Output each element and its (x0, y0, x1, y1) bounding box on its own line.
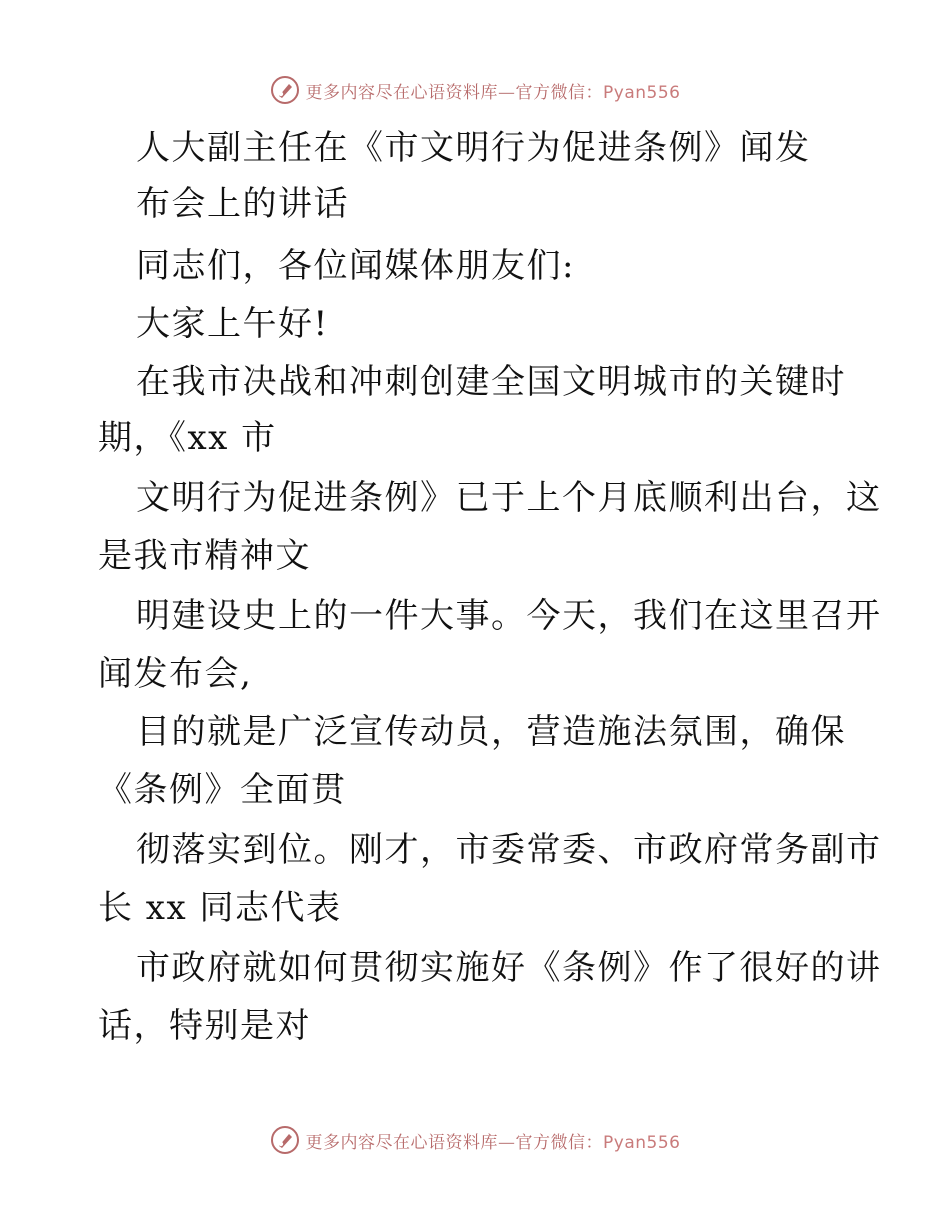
pen-nib-icon (270, 75, 300, 105)
paragraph-line: 大家上午好! (136, 304, 329, 344)
paragraph-line: 《条例》全面贯 (98, 770, 347, 810)
paragraph-line: 明建设史上的一件大事。今天，我们在这里召开 (136, 596, 882, 636)
watermark-text: 更多内容尽在心语资料库—官方微信：Pyan556 (305, 1132, 681, 1153)
pen-nib-icon (270, 1125, 300, 1155)
paragraph-line: 是我市精神文 (98, 536, 311, 576)
paragraph-line: 彻落实到位。刚才，市委常委、市政府常务副市 (136, 830, 882, 870)
paragraph-line: 期，《xx 市 (98, 418, 277, 458)
document-title-line-1: 人大副主任在《市文明行为促进条例》闻发 (136, 128, 811, 168)
footer-watermark (0, 1122, 950, 1158)
paragraph-line: 长 xx 同志代表 (98, 888, 342, 928)
paragraph-line: 话，特别是对 (98, 1006, 311, 1046)
paragraph-line: 闻发布会, (98, 654, 253, 694)
paragraph-line: 文明行为促进条例》已于上个月底顺利出台，这 (136, 478, 882, 518)
header-watermark (0, 72, 950, 108)
paragraph-line: 同志们，各位闻媒体朋友们: (136, 246, 575, 286)
paragraph-line: 市政府就如何贯彻实施好《条例》作了很好的讲 (136, 948, 882, 988)
paragraph-line: 在我市决战和冲刺创建全国文明城市的关键时 (136, 362, 846, 402)
watermark-text: 更多内容尽在心语资料库—官方微信：Pyan556 (305, 82, 681, 103)
paragraph-line: 目的就是广泛宣传动员，营造施法氛围，确保 (136, 712, 846, 752)
document-title-line-2: 布会上的讲话 (136, 184, 349, 224)
